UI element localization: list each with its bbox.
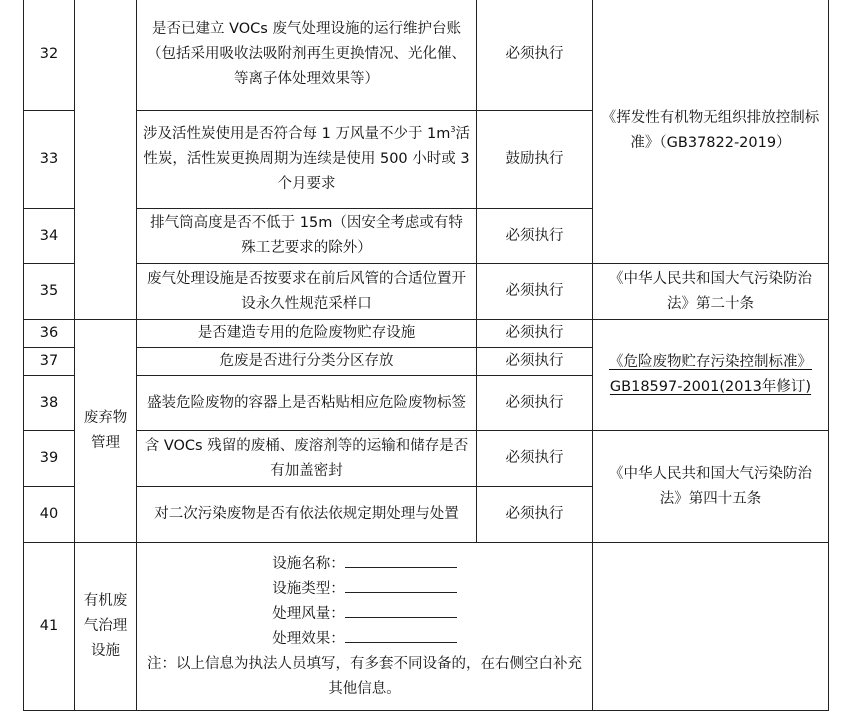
row-number: 39 (24, 431, 75, 487)
category-cell-empty (75, 0, 137, 320)
row-number: 40 (24, 487, 75, 543)
check-item: 是否已建立 VOCs 废气处理设施的运行维护台账（包括采用吸收法吸附剂再生更换情况、光化催、等离子体处理效果等） (137, 0, 477, 111)
requirement-level: 必须执行 (477, 209, 593, 264)
superscript: 3 (450, 125, 456, 135)
treatment-effect-blank[interactable] (345, 628, 457, 643)
check-item-text-a: 涉及活性炭使用是否符合每 1 万风量不少于 1m (143, 126, 451, 142)
form-line-name (143, 552, 586, 577)
legal-basis: 《中华人民共和国大气污染防治法》第二十条 (593, 264, 829, 320)
category-label: 废弃物管理 (75, 320, 137, 543)
treatment-volume-label: 处理风量： (272, 605, 345, 622)
requirement-level: 鼓励执行 (477, 111, 593, 209)
row-number: 41 (24, 543, 75, 711)
row-number: 33 (24, 111, 75, 209)
row-number: 38 (24, 376, 75, 431)
check-item: 是否建造专用的危险废物贮存设施 (137, 320, 477, 348)
facility-type-label: 设施类型： (272, 580, 345, 597)
facility-name-blank[interactable] (345, 553, 457, 568)
table-row-39 (24, 431, 829, 487)
check-item: 含 VOCs 残留的废桶、废溶剂等的运输和储存是否有加盖密封 (137, 431, 477, 487)
table-row-35 (24, 264, 829, 320)
legal-basis: 《中华人民共和国大气污染防治法》第四十五条 (593, 431, 829, 543)
requirement-level: 必须执行 (477, 376, 593, 431)
check-item: 废气处理设施是否按要求在前后风管的合适位置开设永久性规范采样口 (137, 264, 477, 320)
treatment-volume-blank[interactable] (345, 603, 457, 618)
treatment-effect-label: 处理效果： (272, 630, 345, 647)
row-number: 36 (24, 320, 75, 348)
legal-basis (593, 320, 829, 431)
requirement-level: 必须执行 (477, 264, 593, 320)
requirement-level: 必须执行 (477, 320, 593, 348)
requirement-level: 必须执行 (477, 487, 593, 543)
check-item: 危废是否进行分类分区存放 (137, 348, 477, 376)
supplementary-blank-cell[interactable] (593, 543, 829, 711)
check-item: 盛装危险废物的容器上是否粘贴相应危险废物标签 (137, 376, 477, 431)
requirement-level: 必须执行 (477, 348, 593, 376)
facility-type-blank[interactable] (345, 578, 457, 593)
check-item-text-b: 活性炭，活性炭更换周期为连续是使用 500 小时或 3 个月要求 (143, 126, 470, 192)
requirement-level: 必须执行 (477, 0, 593, 111)
facility-name-label: 设施名称： (272, 555, 345, 572)
table-row-32 (24, 0, 829, 111)
legal-basis-underlined: 《危险废物贮存污染控制标准》GB18597-2001(2013年修订) (609, 354, 812, 395)
form-line-type (143, 577, 586, 602)
table-row-36 (24, 320, 829, 348)
requirement-level: 必须执行 (477, 431, 593, 487)
row-number: 35 (24, 264, 75, 320)
form-note: 注：以上信息为执法人员填写，有多套不同设备的，在右侧空白补充其他信息。 (147, 655, 582, 697)
check-item: 对二次污染废物是否有依法依规定期处理与处置 (137, 487, 477, 543)
legal-basis: 《挥发性有机物无组织排放控制标准》（GB37822-2019） (593, 0, 829, 264)
row-number: 32 (24, 0, 75, 111)
table-row-41 (24, 543, 829, 711)
form-line-volume (143, 602, 586, 627)
row-number: 37 (24, 348, 75, 376)
facility-info-form (137, 543, 593, 711)
check-item: 排气筒高度是否不低于 15m（因安全考虑或有特殊工艺要求的除外） (137, 209, 477, 264)
row-number: 34 (24, 209, 75, 264)
check-item (137, 111, 477, 209)
category-label: 有机废气治理设施 (75, 543, 137, 711)
form-line-effect (143, 627, 586, 652)
inspection-checklist-table (23, 0, 829, 711)
